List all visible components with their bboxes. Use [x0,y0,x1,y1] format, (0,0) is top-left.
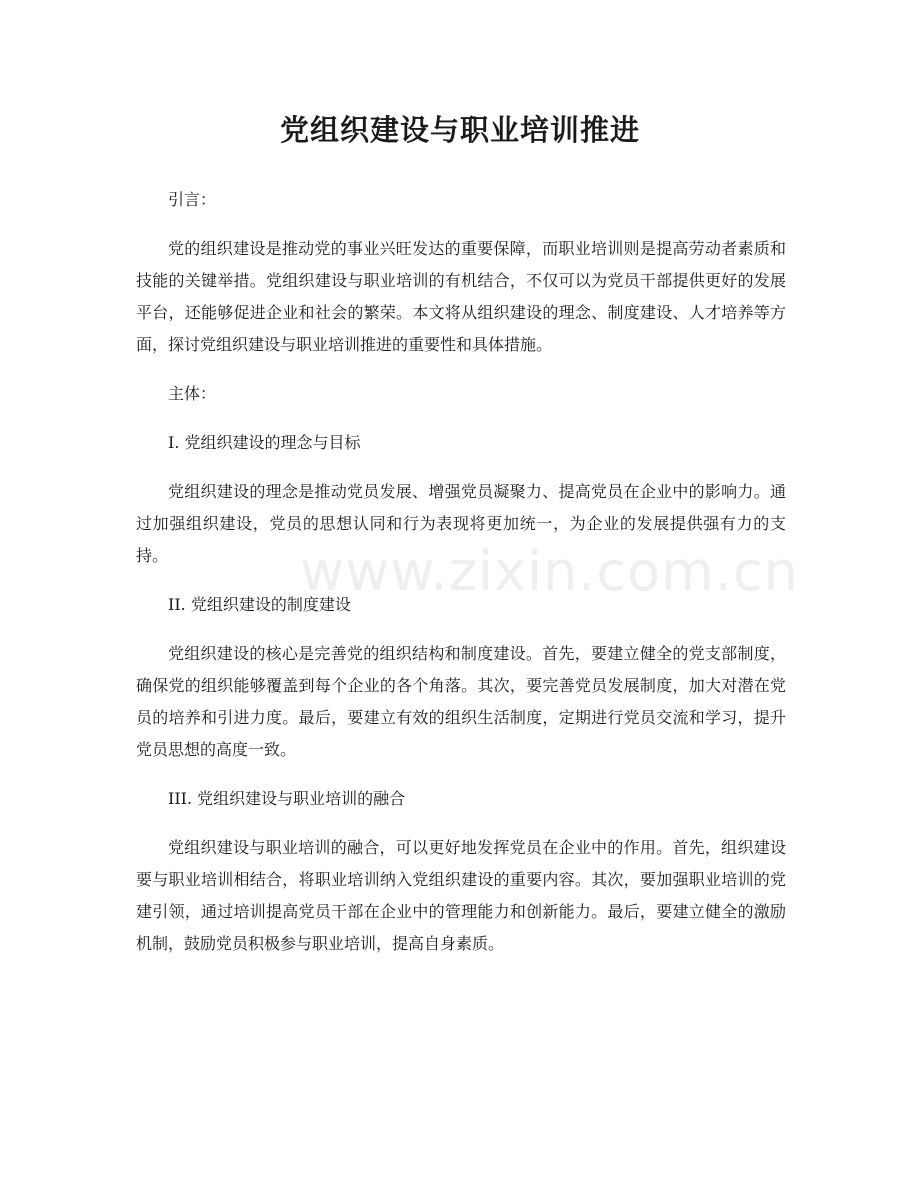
document-title: 党组织建设与职业培训推进 [279,113,640,147]
intro-label: 引言： [168,190,217,209]
section-paragraph-3: 党组织建设与职业培训的融合，可以更好地发挥党员在企业中的作用。首先，组织建设要与职业培训相结合，将职业培训纳入党组织建设的重要内容。其次，要加强职业培训的党建引领，通过培训提高党员干部在企业中的管理能力和创新能力。最后，要建立健全的激励机制，鼓励党员积极参与职业培训，提高自身素质。 [136,838,786,953]
section-heading-1: I. 党组织建设的理念与目标 [168,433,361,452]
body-label: 主体： [168,384,217,403]
section-heading-2: II. 党组织建设的制度建设 [168,595,351,614]
section-heading-3: III. 党组织建设与职业培训的融合 [168,789,406,808]
section-paragraph-1: 党组织建设的理念是推动党员发展、增强党员凝聚力、提高党员在企业中的影响力。通过加强组织建设，党员的思想认同和行为表现将更加统一，为企业的发展提供强有力的支持。 [136,482,786,565]
intro-paragraph: 党的组织建设是推动党的事业兴旺发达的重要保障，而职业培训则是提高劳动者素质和技能的关键举措。党组织建设与职业培训的有机结合，不仅可以为党员干部提供更好的发展平台，还能够促进企业和社会的繁荣。本文将从组织建设的理念、制度建设、人才培养等方面，探讨党组织建设与职业培训推进的重要性和具体措施。 [136,239,786,354]
watermark: www.zixin.com.cn [300,540,799,603]
section-paragraph-2: 党组织建设的核心是完善党的组织结构和制度建设。首先，要建立健全的党支部制度，确保党的组织能够覆盖到每个企业的各个角落。其次，要完善党员发展制度，加大对潜在党员的培养和引进力度。最后，要建立有效的组织生活制度，定期进行党员交流和学习，提升党员思想的高度一致。 [136,644,786,759]
document-body [136,184,799,977]
